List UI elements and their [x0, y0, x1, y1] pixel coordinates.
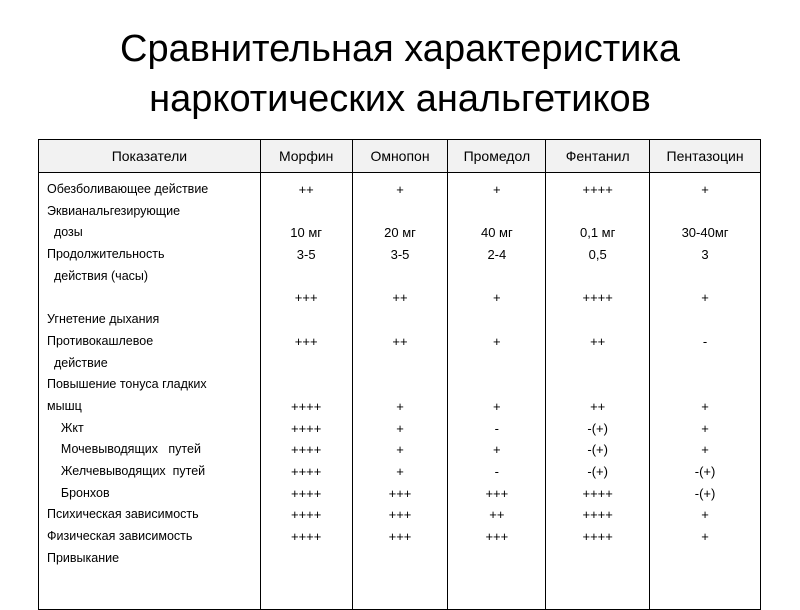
value-cell: +	[396, 182, 404, 197]
value-cell: ++++	[582, 507, 613, 523]
value-cell: -(+)	[587, 463, 608, 479]
value-cell: +	[701, 420, 709, 436]
fentanyl-values-cell	[546, 173, 650, 610]
value-cell: +	[396, 398, 404, 414]
header-pentazocine: Пентазоцин	[650, 140, 761, 173]
header-promedol: Промедол	[448, 140, 546, 173]
value-cell: +	[701, 398, 709, 414]
value-cell: 30-40мг	[681, 225, 729, 241]
value-cell	[650, 201, 760, 223]
row-label: Психическая зависимость	[47, 507, 199, 522]
header-fentanyl: Фентанил	[546, 140, 650, 173]
comparison-table	[38, 139, 761, 610]
row-label: Мочевыводящих путей	[47, 442, 201, 457]
value-cell: ++	[489, 507, 505, 523]
value-cell: +++	[485, 529, 509, 544]
value-cell: ++++	[582, 182, 613, 197]
value-cell: ++	[392, 290, 408, 306]
header-morphine: Морфин	[260, 140, 352, 173]
value-cell: +	[396, 420, 404, 436]
value-cell: +	[701, 529, 709, 544]
title-line-1: Сравнительная характеристика	[120, 28, 680, 70]
omnopon-values-cell	[352, 173, 448, 610]
morphine-values-cell	[260, 173, 352, 610]
value-cell	[448, 201, 545, 223]
value-cell: +	[493, 182, 501, 197]
value-cell	[546, 374, 649, 396]
value-cell: +	[701, 507, 709, 523]
value-cell	[650, 309, 760, 331]
value-cell: 2-4	[487, 247, 507, 263]
value-cell: +	[493, 398, 501, 414]
value-cell: -(+)	[694, 463, 716, 479]
value-cell	[546, 266, 649, 288]
value-cell: ++	[590, 333, 606, 349]
value-cell	[546, 201, 649, 223]
row-label: Продолжительность	[47, 247, 165, 262]
value-cell	[261, 374, 352, 396]
value-cell	[448, 266, 545, 288]
value-cell: ++++	[290, 420, 322, 436]
value-cell	[650, 353, 760, 375]
value-cell	[353, 374, 448, 396]
row-label: действие	[47, 355, 108, 370]
value-cell: ++++	[582, 290, 613, 306]
header-omnopon: Омнопон	[352, 140, 448, 173]
row-label: дозы	[47, 225, 83, 240]
value-cell: ++++	[582, 485, 613, 501]
value-cell	[353, 353, 448, 375]
value-cell	[448, 353, 545, 375]
value-cell	[546, 309, 649, 331]
value-cell: ++++	[290, 442, 322, 458]
pentazocine-values-cell	[650, 173, 761, 610]
value-cell: -	[494, 420, 500, 436]
value-cell: ++++	[290, 529, 322, 544]
value-cell: 10 мг	[290, 225, 323, 241]
value-cell: ++	[392, 333, 408, 349]
value-cell	[448, 374, 545, 396]
title-line-2: наркотических анальгетиков	[149, 78, 651, 120]
value-cell	[353, 266, 448, 288]
value-cell: -(+)	[587, 420, 608, 436]
value-cell: +	[701, 442, 709, 458]
value-cell: 3-5	[296, 247, 316, 263]
value-cell: -(+)	[694, 485, 716, 501]
value-cell: 0,5	[588, 247, 607, 263]
row-label: Эквианальгезирующие	[47, 203, 181, 218]
value-cell: ++++	[290, 485, 322, 501]
value-cell: +++	[294, 290, 318, 306]
value-cell: ++++	[290, 398, 322, 414]
row-label: Желчевыводящих путей	[47, 463, 206, 478]
value-cell: ++	[298, 182, 314, 197]
value-cell: ++	[590, 398, 606, 414]
value-cell: +	[701, 182, 709, 197]
value-cell: +	[396, 442, 404, 458]
value-cell: 3	[701, 247, 709, 263]
value-cell	[261, 353, 352, 375]
value-cell: +++	[388, 485, 412, 501]
value-cell	[353, 201, 448, 223]
value-cell: +++	[388, 529, 412, 544]
value-cell: ++++	[582, 529, 613, 544]
row-label: Физическая зависимость	[47, 529, 193, 543]
row-label: действия (часы)	[47, 268, 149, 283]
value-cell: -	[702, 333, 708, 349]
value-cell: +	[701, 290, 709, 306]
row-label: Жкт	[47, 420, 84, 435]
value-cell: 3-5	[390, 247, 410, 263]
page-title	[0, 24, 800, 124]
value-cell	[261, 201, 352, 223]
value-cell: +	[493, 290, 501, 306]
value-cell	[261, 309, 352, 331]
row-label: Бронхов	[47, 485, 110, 500]
value-cell: -	[494, 463, 500, 479]
table-header-row	[39, 140, 761, 173]
value-cell	[650, 374, 760, 396]
promedol-values-cell	[448, 173, 546, 610]
value-cell: +++	[294, 333, 318, 349]
table-body-row	[39, 173, 761, 610]
value-cell	[353, 309, 448, 331]
row-label: Противокашлевое	[47, 333, 154, 348]
value-cell	[650, 266, 760, 288]
value-cell: 20 мг	[384, 225, 416, 241]
value-cell	[546, 353, 649, 375]
value-cell: ++++	[290, 507, 322, 523]
value-cell: ++++	[290, 463, 322, 479]
value-cell: +++	[388, 507, 412, 523]
row-label: Привыкание	[47, 550, 120, 565]
value-cell: +++	[485, 485, 509, 501]
row-label: Угнетение дыхания	[47, 312, 160, 327]
value-cell	[261, 266, 352, 288]
row-label: Повышение тонуса гладких	[47, 377, 207, 392]
value-cell: 40 мг	[480, 225, 513, 241]
value-cell: +	[493, 442, 501, 458]
row-label: мышц	[47, 398, 82, 413]
value-cell: 0,1 мг	[580, 225, 616, 241]
header-indicators: Показатели	[39, 140, 261, 173]
row-labels-cell	[39, 173, 261, 610]
value-cell	[448, 309, 545, 331]
value-cell: -(+)	[587, 442, 608, 458]
row-label	[47, 287, 260, 309]
row-label: Обезболивающее действие	[47, 182, 209, 196]
value-cell: +	[493, 333, 501, 349]
value-cell: +	[396, 463, 404, 479]
